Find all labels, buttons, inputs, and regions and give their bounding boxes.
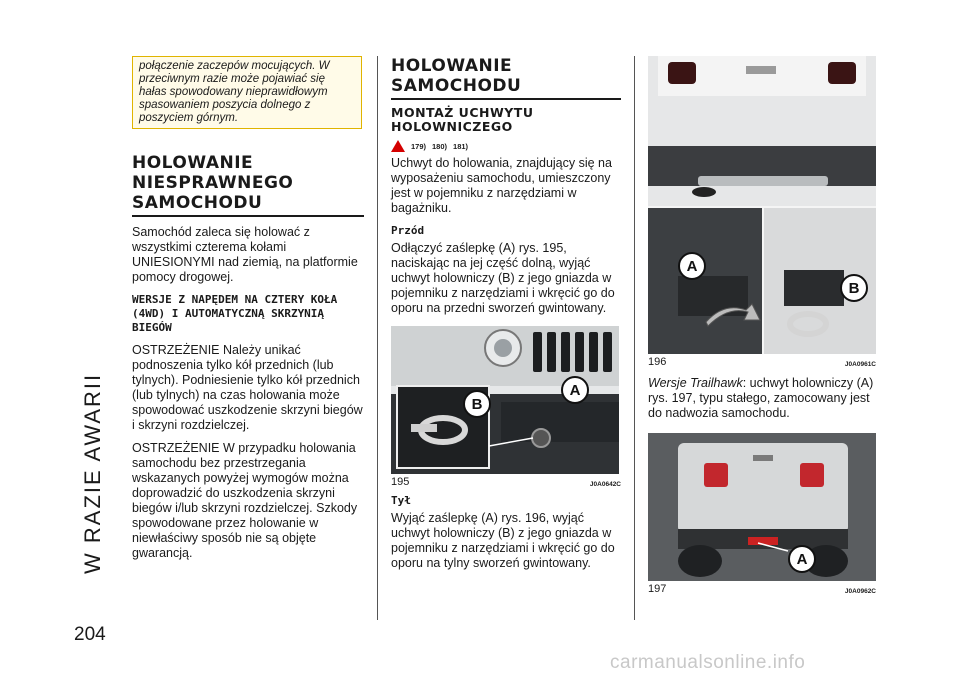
- callout-b: B: [840, 274, 868, 302]
- trailhawk-rear-illustration: [648, 433, 876, 581]
- paragraph: Wersje Trailhawk: uchwyt holowniczy (A) rys. 197, typu stałego, zamocowany jest do nadwozia samochodu.: [648, 376, 874, 420]
- figure-number: 197: [648, 583, 667, 595]
- figure-195-image: [391, 326, 619, 474]
- figure-number: 195: [391, 476, 410, 488]
- front-label: Przód: [391, 224, 425, 237]
- paragraph: Odłączyć zaślepkę (A) rys. 195, naciskając na jej część dolną, wyjąć uchwyt holowniczy (B) z jego gniazda w pojemniku z narzędziami i wkręcić go do oporu na przedni sworzeń gwintowany.: [391, 241, 615, 315]
- paragraph: Wyjąć zaślepkę (A) rys. 196, wyjąć uchwyt holowniczy (B) z jego gniazda w pojemniku z narzędziami i wkręcić go do oporu na tylny sworzeń gwintowany.: [391, 511, 615, 570]
- watermark-text: carmanualsonline.info: [610, 652, 806, 673]
- subheading: WERSJE Z NAPĘDEM NA CZTERY KOŁA (4WD) I AUTOMATYCZNĄ SKRZYNIĄ BIEGÓW: [132, 293, 338, 334]
- page-number: 204: [74, 624, 106, 645]
- column-2: [391, 56, 621, 571]
- figure-196-image: [648, 56, 876, 354]
- subsection-heading: MONTAŻ UCHWYTU HOLOWNICZEGO: [391, 105, 534, 134]
- section-heading: HOLOWANIE SAMOCHODU: [391, 56, 522, 96]
- warning-paragraph: OSTRZEŻENIE W przypadku holowania samochodu bez przestrzegania wskazanych powyżej wymogów można doprowadzić do uszkodzenia skrzyni biegów i/lub skrzyni rozdzielczej. Szkody spowodowane przez holowanie w niewłaściwy sposób nie są objęte gwarancją.: [132, 441, 358, 560]
- callout-a: A: [561, 376, 589, 404]
- figure-197-image: [648, 433, 876, 581]
- section-heading: HOLOWANIE NIESPRAWNEGO SAMOCHODU: [132, 153, 294, 213]
- warning-triangle-icon: [391, 140, 405, 152]
- rear-label: Tył: [391, 494, 411, 507]
- column-divider: [634, 56, 635, 620]
- callout-a: A: [788, 545, 816, 573]
- column-3: [648, 56, 876, 595]
- column-divider: [377, 56, 378, 620]
- callout-b: B: [463, 390, 491, 418]
- section-title: W RAZIE AWARII: [80, 372, 105, 574]
- car-rear-illustration: [648, 56, 876, 354]
- column-1: [132, 56, 364, 561]
- figure-197-caption: [648, 583, 876, 595]
- warning-paragraph: OSTRZEŻENIE Należy unikać podnoszenia tylko kół przednich (lub tylnych). Podniesienie tylko kół przednich (lub tylnych) na czas holowania może spowodować uszkodzenie skrzyni biegów i skrzyni rozdzielczej.: [132, 343, 363, 432]
- figure-number: 196: [648, 356, 667, 368]
- figure-code: J0A0961C: [844, 361, 876, 368]
- figure-196-caption: [648, 356, 876, 368]
- figure-195-caption: [391, 476, 621, 488]
- callout-a: A: [678, 252, 706, 280]
- figure-code: J0A0962C: [844, 588, 876, 595]
- paragraph: Samochód zaleca się holować z wszystkimi czterema kołami UNIESIONYMI nad ziemią, na platformie pomocy drogowej.: [132, 225, 358, 284]
- warning-references: 179) 180) 181): [391, 140, 621, 152]
- paragraph: Uchwyt do holowania, znajdujący się na wyposażeniu samochodu, umieszczony jest w pojemniku z narzędziami w bagażniku.: [391, 156, 612, 215]
- note-box: połączenie zaczepów mocujących. W przeciwnym razie może pojawiać się hałas spowodowany nieprawidłowym spasowaniem poszycia dolnego z poszyciem górnym.: [132, 56, 362, 129]
- figure-code: J0A0642C: [589, 481, 621, 488]
